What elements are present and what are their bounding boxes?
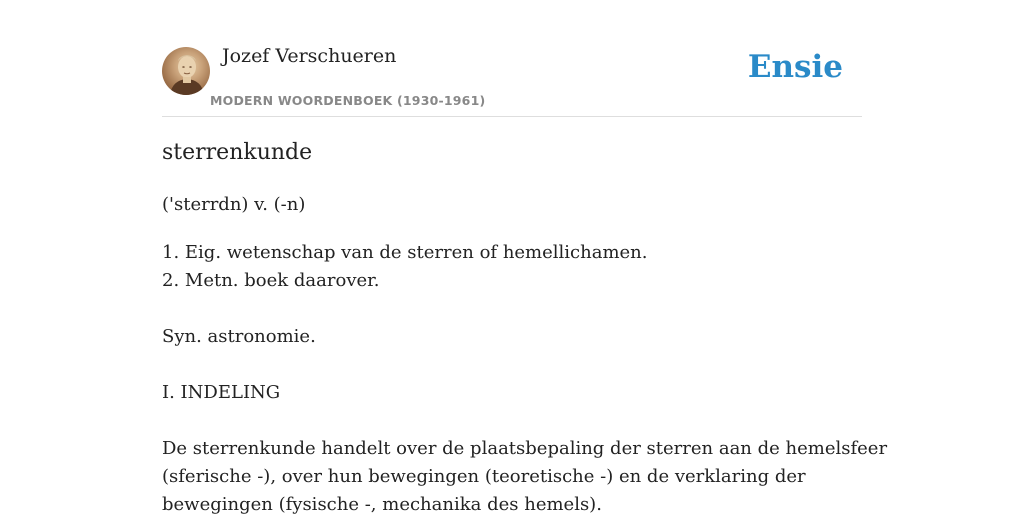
entry-body (162, 239, 888, 519)
section-heading: I. INDELING (162, 382, 281, 403)
definition-1: 1. Eig. wetenschap van de sterren of hemellichamen. (162, 242, 648, 263)
brand-logo[interactable]: Ensie (747, 49, 843, 85)
spacer (162, 295, 862, 323)
portrait-icon (162, 47, 210, 95)
paragraph-line-3: bewegingen (fysische -, mechanika des hemels). (162, 494, 602, 515)
entry-headword: sterrenkunde (162, 140, 313, 165)
site-header (162, 0, 862, 117)
spacer (162, 407, 862, 435)
source-label[interactable]: MODERN WOORDENBOEK (1930-1961) (210, 93, 486, 108)
definition-2: 2. Metn. boek daarover. (162, 270, 380, 291)
paragraph-line-1: De sterrenkunde handelt over de plaatsbepaling der sterren aan de hemelsfeer (162, 438, 888, 459)
page (162, 0, 888, 515)
synonym-line: Syn. astronomie. (162, 326, 316, 347)
paragraph-line-2: (sferische -), over hun bewegingen (teoretische -) en de verklaring der (162, 466, 806, 487)
entry-pronunciation: ('sterrdn) v. (-n) (162, 194, 306, 215)
author-avatar[interactable] (162, 47, 210, 95)
spacer (162, 351, 862, 379)
author-name[interactable]: Jozef Verschueren (222, 45, 397, 67)
